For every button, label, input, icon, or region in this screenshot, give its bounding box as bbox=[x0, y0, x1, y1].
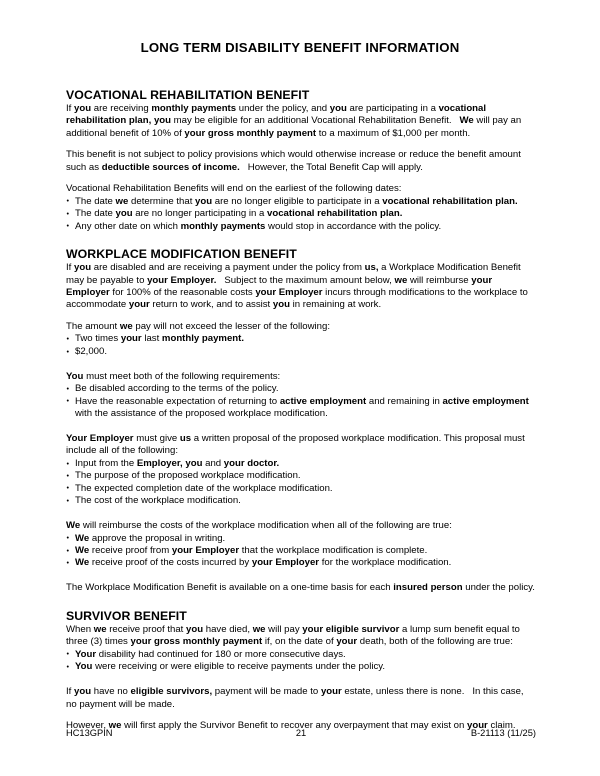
text-run-bold: eligible survivors, bbox=[130, 686, 213, 698]
text-run: a lump sum benefit equal to three (3) times bbox=[66, 623, 520, 648]
text-run-bold: you bbox=[74, 103, 92, 114]
text-run: must meet both of the following requirements: bbox=[83, 370, 281, 382]
text-run-bold: we bbox=[252, 623, 266, 635]
blank-line bbox=[66, 570, 536, 582]
text-run-bold: your eligible survivor bbox=[302, 623, 400, 635]
footer-form-number: HC13GPIN bbox=[66, 728, 113, 738]
text-run: are no longer participating in a bbox=[132, 208, 268, 220]
text-run: a written proposal of the proposed workplace modification. This proposal must include all of the following: bbox=[66, 432, 525, 457]
text-run: are disabled and are receiving a payment under the policy from bbox=[91, 262, 365, 274]
text-run: and remaining in bbox=[366, 395, 443, 407]
text-run: were receiving or were eligible to receive payments under the policy. bbox=[92, 661, 385, 673]
text-run: will reimburse the costs of the workplace modification when all of the following are true: bbox=[80, 520, 452, 532]
text-run-bold: insured person bbox=[393, 582, 463, 594]
text-run: Any other date on which bbox=[75, 220, 181, 232]
text-run-bold: your bbox=[320, 686, 342, 698]
list-item bbox=[66, 649, 536, 661]
blank-line bbox=[66, 674, 536, 686]
paragraph-policy-provisions bbox=[66, 149, 536, 174]
text-run: Subject to the maximum amount below, bbox=[216, 274, 395, 286]
list-item bbox=[66, 495, 536, 507]
text-run-bold: We bbox=[66, 520, 81, 532]
text-run: have no bbox=[91, 686, 131, 698]
text-run: death, both of the following are true: bbox=[357, 636, 513, 648]
text-run: will first apply the Survivor Benefit to recover any overpayment that may exist on bbox=[121, 719, 467, 731]
paragraph-benefit-end-intro bbox=[66, 183, 536, 195]
text-run-bold: your bbox=[120, 333, 142, 345]
text-run: a Workplace Modification Benefit may be payable to bbox=[66, 262, 521, 286]
section-heading-workplace-modification: WORKPLACE MODIFICATION BENEFIT bbox=[66, 247, 297, 262]
text-run: Input from the bbox=[75, 457, 137, 469]
text-run: Be disabled according to the terms of the policy. bbox=[75, 383, 279, 395]
page-footer bbox=[66, 728, 536, 738]
text-run: with the assistance of the proposed workplace modification. bbox=[75, 408, 328, 420]
text-run-bold: You bbox=[75, 661, 93, 673]
text-run-bold: we bbox=[115, 195, 129, 207]
list-item bbox=[66, 533, 536, 545]
text-run: will reimburse bbox=[407, 274, 472, 286]
text-run-bold: your bbox=[128, 299, 150, 311]
text-run-bold: monthly payments bbox=[180, 220, 266, 232]
text-run-bold: you bbox=[186, 623, 204, 635]
list-item bbox=[66, 483, 536, 495]
text-run: will pay bbox=[265, 623, 303, 635]
text-run-bold: we bbox=[119, 320, 133, 332]
list-item bbox=[66, 396, 536, 421]
text-run: disability had continued for 180 or more consecutive days. bbox=[96, 648, 346, 660]
list-item bbox=[66, 458, 536, 470]
footer-document-code: B-21113 (11/25) bbox=[470, 728, 536, 738]
text-run-bold: you bbox=[74, 686, 92, 698]
text-run-bold: your doctor. bbox=[223, 457, 280, 469]
text-run: under the policy. bbox=[462, 582, 535, 594]
list-benefit-end-dates bbox=[66, 196, 536, 233]
text-run: are receiving bbox=[91, 103, 152, 114]
list-item bbox=[66, 545, 536, 557]
list-item bbox=[66, 346, 536, 358]
text-run: However, bbox=[66, 719, 109, 731]
page-title: LONG TERM DISABILITY BENEFIT INFORMATION bbox=[140, 40, 460, 55]
section-survivor-benefit bbox=[66, 609, 536, 733]
list-item bbox=[66, 221, 536, 233]
text-run: if, on the date of bbox=[262, 636, 337, 648]
text-run: If bbox=[66, 686, 74, 698]
text-run: under the policy, and bbox=[236, 103, 330, 114]
list-item bbox=[66, 196, 536, 208]
list-item bbox=[66, 470, 536, 482]
list-proposal-contents bbox=[66, 458, 536, 508]
text-run: return to work, and to assist bbox=[149, 299, 273, 311]
text-run: The expected completion date of the workplace modification. bbox=[75, 482, 333, 494]
blank-line bbox=[66, 508, 536, 520]
text-run-bold: active employment bbox=[442, 395, 529, 407]
text-run-bold: vocational rehabilitation plan, you bbox=[66, 103, 487, 127]
text-run-bold: We bbox=[75, 532, 90, 544]
text-run-bold: Employer, you bbox=[136, 457, 203, 469]
text-run-bold: you bbox=[115, 208, 133, 220]
text-run-bold: your gross monthly payment bbox=[184, 127, 317, 139]
text-run: The cost of the workplace modification. bbox=[75, 495, 241, 507]
text-run-bold: your Employer bbox=[255, 286, 323, 298]
text-run: When bbox=[66, 623, 94, 635]
text-run-bold: vocational rehabilitation plan. bbox=[267, 208, 403, 220]
text-run-bold: we bbox=[93, 623, 107, 635]
text-run-bold: your Employer. bbox=[147, 274, 217, 286]
text-run: approve the proposal in writing. bbox=[89, 532, 226, 544]
text-run: If bbox=[66, 262, 74, 274]
text-run-bold: you bbox=[272, 299, 290, 311]
blank-line bbox=[66, 358, 536, 370]
text-run-bold: monthly payment. bbox=[161, 333, 245, 345]
blank-line bbox=[66, 421, 536, 433]
list-requirements bbox=[66, 383, 536, 420]
text-run-bold: your Employer bbox=[66, 274, 493, 298]
text-run: to a maximum of $1,000 per month. bbox=[316, 127, 471, 139]
text-run: in remaining at work. bbox=[289, 299, 382, 311]
text-run: incurs through modifications to the workplace to accommodate bbox=[66, 286, 528, 311]
text-run: must give bbox=[133, 432, 180, 444]
text-run-bold: We bbox=[459, 115, 474, 127]
paragraph-reimbursement-intro bbox=[66, 520, 536, 532]
section-vocational-rehabilitation-benefit bbox=[66, 88, 536, 233]
text-run: The date bbox=[75, 208, 116, 220]
text-run-bold: vocational rehabilitation plan. bbox=[382, 195, 518, 207]
text-run: that the workplace modification is complete. bbox=[239, 545, 428, 556]
list-amount-limits bbox=[66, 333, 536, 358]
text-run-bold: Your Employer bbox=[66, 432, 134, 444]
text-run: receive proof that bbox=[106, 623, 187, 635]
list-reimbursement-conditions bbox=[66, 533, 536, 570]
text-run: and bbox=[202, 457, 224, 469]
paragraph-amount-limit-intro bbox=[66, 321, 536, 333]
text-run-bold: you bbox=[74, 262, 92, 274]
text-run-bold: us, bbox=[364, 262, 379, 274]
text-run: receive proof from bbox=[89, 545, 172, 556]
paragraph-proposal-intro bbox=[66, 433, 536, 458]
text-run: claim. bbox=[487, 719, 516, 731]
text-run: for the workplace modification. bbox=[319, 557, 452, 569]
paragraph-vocational-eligibility bbox=[66, 103, 536, 140]
footer-page-number: 21 bbox=[295, 728, 307, 738]
text-run: would stop in accordance with the policy. bbox=[265, 220, 442, 232]
text-run-bold: your bbox=[336, 636, 358, 648]
text-run: determine that bbox=[128, 195, 196, 207]
text-run: $2,000. bbox=[75, 345, 108, 357]
paragraph-survivor-eligibility bbox=[66, 624, 536, 649]
text-run-bold: We bbox=[75, 545, 90, 556]
text-run: If bbox=[66, 103, 74, 114]
section-heading-survivor-benefit: SURVIVOR BENEFIT bbox=[66, 608, 187, 623]
text-run-bold: deductible sources of income. bbox=[101, 161, 240, 173]
text-run-bold: your Employer bbox=[171, 545, 240, 556]
paragraph-workplace-eligibility bbox=[66, 262, 536, 312]
text-run: for 100% of the reasonable costs bbox=[109, 286, 256, 298]
text-run: However, the Total Benefit Cap will apply. bbox=[239, 161, 423, 173]
list-item bbox=[66, 661, 536, 673]
section-heading-vocational-rehabilitation: VOCATIONAL REHABILITATION BENEFIT bbox=[66, 88, 310, 102]
text-run-bold: You bbox=[66, 370, 84, 382]
text-run-bold: you bbox=[329, 103, 347, 114]
text-run-bold: we bbox=[394, 274, 408, 286]
text-run: pay will not exceed the lesser of the following: bbox=[132, 320, 331, 332]
text-run: receive proof of the costs incurred by bbox=[89, 557, 252, 569]
text-run-bold: active employment bbox=[279, 395, 367, 407]
document-body bbox=[66, 88, 536, 732]
text-run: last bbox=[141, 333, 162, 345]
text-run: The date bbox=[75, 195, 116, 207]
text-run-bold: your gross monthly payment bbox=[130, 636, 263, 648]
list-item bbox=[66, 208, 536, 220]
text-run-bold: us bbox=[179, 432, 192, 444]
text-run: are no longer eligible to participate in a bbox=[212, 195, 383, 207]
text-run: are participating in a bbox=[346, 103, 439, 114]
text-run-bold: we bbox=[108, 719, 122, 731]
text-run: The Workplace Modification Benefit is available on a one-time basis for each bbox=[66, 582, 394, 594]
text-run: may be eligible for an additional Vocational Rehabilitation Benefit. bbox=[171, 115, 460, 127]
text-run: payment will be made to bbox=[212, 686, 321, 698]
text-run-bold: your bbox=[467, 719, 488, 731]
list-item bbox=[66, 333, 536, 345]
paragraph-requirements-intro bbox=[66, 371, 536, 383]
text-run: The amount bbox=[66, 320, 120, 332]
text-run: have died, bbox=[203, 623, 253, 635]
text-run-bold: monthly payments bbox=[151, 103, 237, 114]
text-run: Have the reasonable expectation of returning to bbox=[75, 395, 280, 407]
text-run: The purpose of the proposed workplace modification. bbox=[75, 470, 301, 482]
text-run-bold: We bbox=[75, 557, 90, 569]
text-run: Vocational Rehabilitation Benefits will end on the earliest of the following dates: bbox=[66, 183, 402, 195]
section-workplace-modification-benefit bbox=[66, 247, 536, 595]
list-survivor-conditions bbox=[66, 649, 536, 674]
text-run: will pay an additional benefit of 10% of bbox=[66, 115, 522, 139]
paragraph-one-time-basis bbox=[66, 582, 536, 594]
list-item bbox=[66, 383, 536, 395]
text-run-bold: Your bbox=[75, 648, 97, 660]
text-run-bold: you bbox=[195, 195, 213, 207]
text-run: estate, unless there is none. In this case, no payment will be made. bbox=[66, 686, 524, 710]
text-run: Two times bbox=[75, 333, 121, 345]
paragraph-no-eligible-survivors bbox=[66, 686, 536, 711]
list-item bbox=[66, 557, 536, 569]
text-run-bold: your Employer bbox=[251, 557, 320, 569]
text-run: This benefit is not subject to policy provisions which would otherwise increase or reduce the benefit amount such as bbox=[66, 149, 521, 173]
